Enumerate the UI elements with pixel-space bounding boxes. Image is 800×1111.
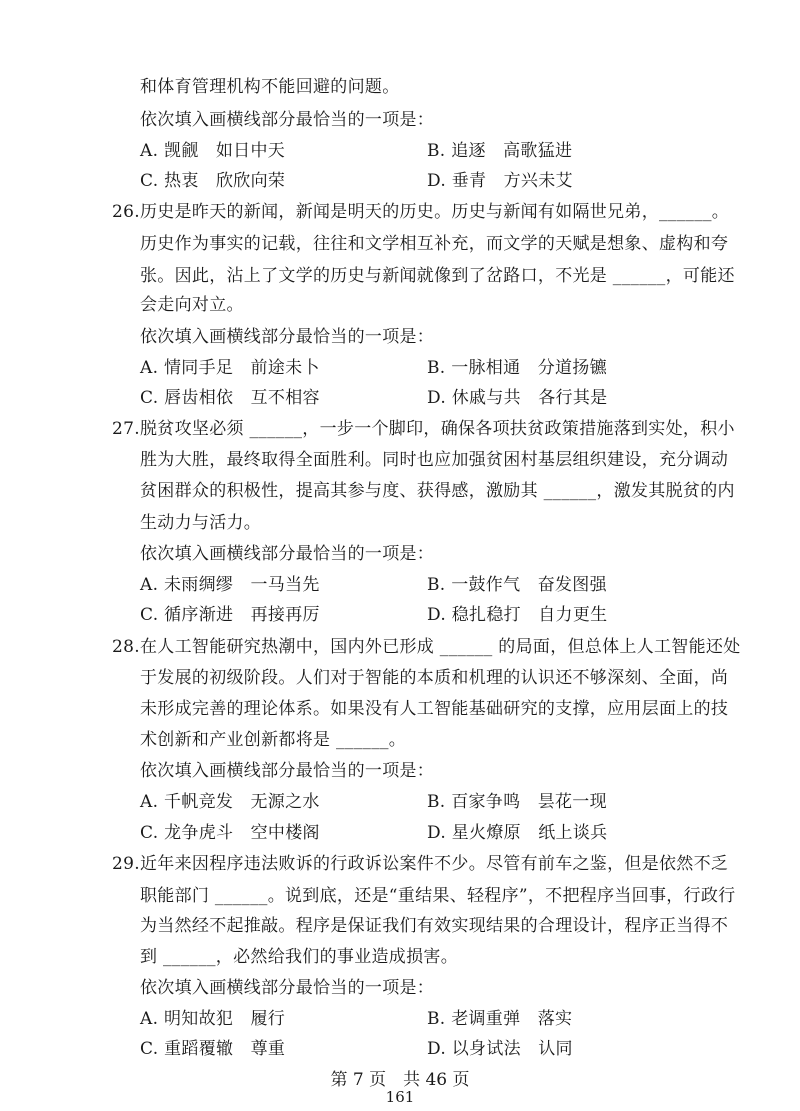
option-d[interactable]: D. 星火燎原 纸上谈兵 [427, 823, 608, 843]
question-text: 脱贫攻坚必须 ______，一步一个脚印，确保各项扶贫政策措施落到实处，积小 [140, 419, 735, 439]
option-b[interactable]: B. 百家争鸣 昙花一现 [427, 792, 607, 812]
option-b[interactable]: B. 一鼓作气 奋发图强 [427, 575, 607, 595]
question-text: 生动力与活力。 [140, 513, 262, 533]
option-d[interactable]: D. 休戚与共 各行其是 [427, 388, 608, 408]
question-text: 贫困群众的积极性，提高其参与度、获得感，激励其 ______，激发其脱贫的内 [140, 481, 735, 501]
question-text: 于发展的初级阶段。人们对于智能的本质和机理的认识还不够深刻、全面，尚 [140, 668, 729, 688]
option-c[interactable]: C. 循序渐进 再接再厉 [140, 605, 320, 625]
question-text: 到 ______，必然给我们的事业造成损害。 [140, 947, 459, 967]
question-number: 29. [112, 854, 140, 874]
option-b[interactable]: B. 老调重弹 落实 [427, 1009, 573, 1029]
prev-option-d[interactable]: D. 垂青 方兴未艾 [427, 171, 573, 191]
question-number: 26. [112, 202, 140, 222]
question-prompt: 依次填入画横线部分最恰当的一项是： [140, 327, 435, 347]
question-text: 会走向对立。 [140, 295, 244, 315]
page-number: 161 [385, 1088, 415, 1106]
question-text: 职能部门 ______。说到底，还是“重结果、轻程序”，不把程序当回事，行政行 [140, 886, 736, 906]
intro-prompt: 依次填入画横线部分最恰当的一项是： [140, 110, 435, 130]
intro-line: 和体育管理机构不能回避的问题。 [140, 77, 400, 97]
option-b[interactable]: B. 一脉相通 分道扬镳 [427, 358, 607, 378]
option-c[interactable]: C. 龙争虎斗 空中楼阁 [140, 823, 320, 843]
option-a[interactable]: A. 未雨绸缪 一马当先 [140, 575, 320, 595]
page-label: 第 7 页 共 46 页 [330, 1070, 470, 1090]
question-text: 近年来因程序违法败诉的行政诉讼案件不少。尽管有前车之鉴，但是依然不乏 [140, 854, 729, 874]
option-a[interactable]: A. 千帆竞发 无源之水 [140, 792, 320, 812]
option-c[interactable]: C. 唇齿相依 互不相容 [140, 388, 320, 408]
prev-option-c[interactable]: C. 热衷 欣欣向荣 [140, 171, 286, 191]
option-d[interactable]: D. 以身试法 认同 [427, 1039, 573, 1059]
option-c[interactable]: C. 重蹈覆辙 尊重 [140, 1039, 286, 1059]
question-text: 历史作为事实的记载，往往和文学相互补充，而文学的天赋是想象、虚构和夸 [140, 234, 729, 254]
question-text: 张。因此，沾上了文学的历史与新闻就像到了岔路口，不光是 ______，可能还 [140, 266, 735, 286]
option-d[interactable]: D. 稳扎稳打 自力更生 [427, 605, 608, 625]
question-text: 胜为大胜，最终取得全面胜利。同时也应加强贫困村基层组织建设，充分调动 [140, 450, 729, 470]
option-a[interactable]: A. 明知故犯 履行 [140, 1009, 286, 1029]
question-text: 未形成完善的理论体系。如果没有人工智能基础研究的支撑，应用层面上的技 [140, 699, 729, 719]
question-text: 为当然经不起推敲。程序是保证我们有效实现结果的合理设计，程序正当得不 [140, 916, 729, 936]
question-number: 28. [112, 637, 140, 657]
option-a[interactable]: A. 情同手足 前途未卜 [140, 358, 320, 378]
prev-option-b[interactable]: B. 追逐 高歌猛进 [427, 141, 573, 161]
question-number: 27. [112, 419, 140, 439]
question-prompt: 依次填入画横线部分最恰当的一项是： [140, 761, 435, 781]
question-prompt: 依次填入画横线部分最恰当的一项是： [140, 978, 435, 998]
question-text: 历史是昨天的新闻，新闻是明天的历史。历史与新闻有如隔世兄弟，______。 [140, 202, 730, 222]
prev-option-a[interactable]: A. 觊觎 如日中天 [140, 141, 286, 161]
question-text: 术创新和产业创新都将是 ______。 [140, 730, 407, 750]
question-text: 在人工智能研究热潮中，国内外已形成 ______ 的局面，但总体上人工智能还处 [140, 637, 741, 657]
question-prompt: 依次填入画横线部分最恰当的一项是： [140, 544, 435, 564]
